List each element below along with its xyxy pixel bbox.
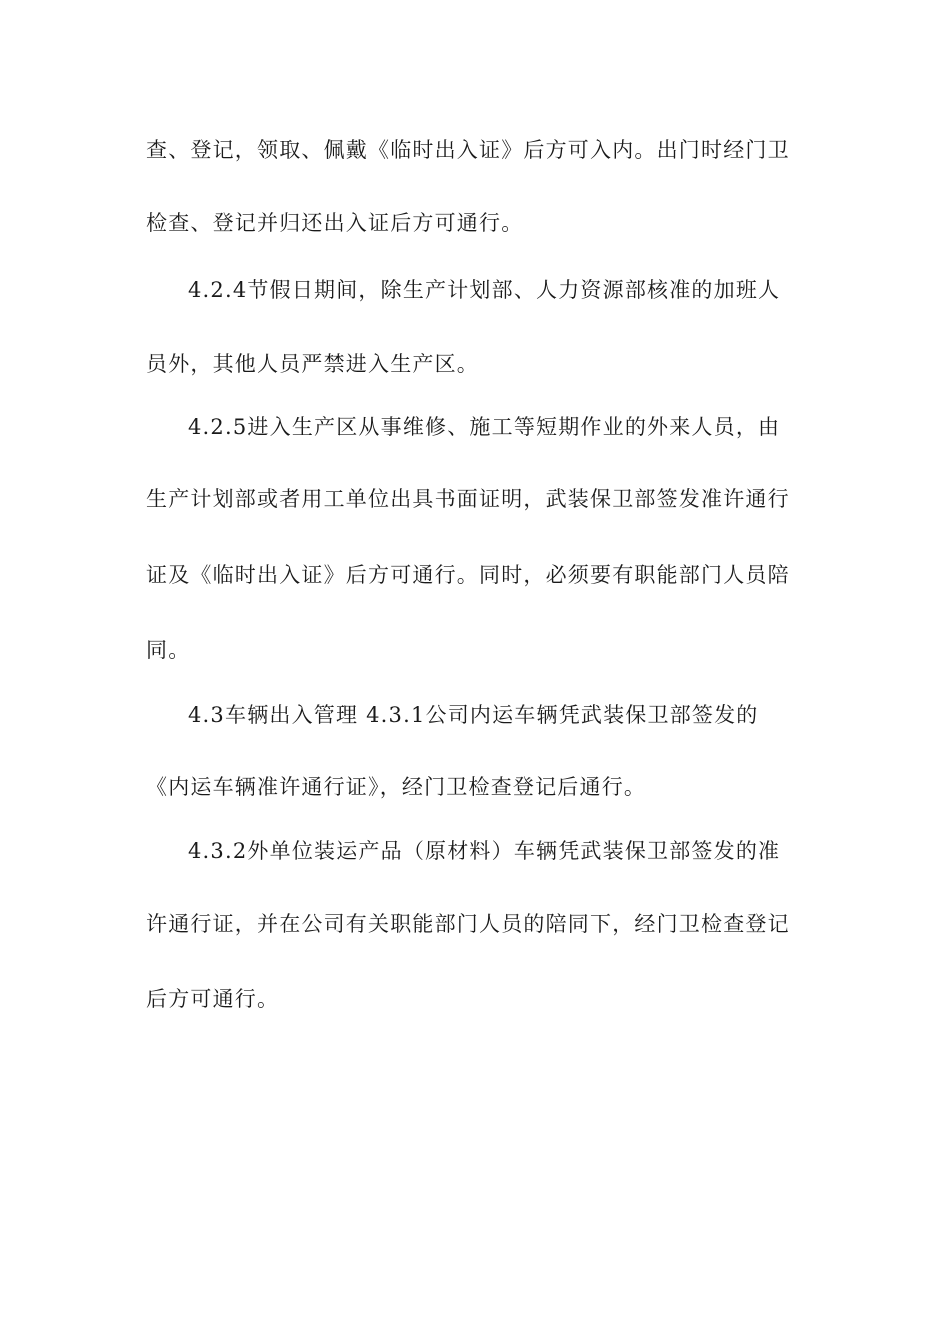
text-line-10: 《内运车辆准许通行证》，经门卫检查登记后通行。 xyxy=(146,775,647,799)
text-line-13: 后方可通行。 xyxy=(146,987,280,1011)
text-line-7: 证及《临时出入证》后方可通行。同时，必须要有职能部门人员陪 xyxy=(146,563,790,587)
text-line-9: 4.3车辆出入管理 4.3.1公司内运车辆凭武装保卫部签发的 xyxy=(188,703,759,727)
text-line-6: 生产计划部或者用工单位出具书面证明，武装保卫部签发准许通行 xyxy=(146,487,790,511)
text-line-2: 检查、登记并归还出入证后方可通行。 xyxy=(146,211,524,235)
text-line-1: 查、登记，领取、佩戴《临时出入证》后方可入内。出门时经门卫 xyxy=(146,138,790,162)
text-line-12: 许通行证，并在公司有关职能部门人员的陪同下，经门卫检查登记 xyxy=(146,912,790,936)
text-line-5: 4.2.5进入生产区从事维修、施工等短期作业的外来人员，由 xyxy=(188,415,781,439)
text-line-3: 4.2.4节假日期间，除生产计划部、人力资源部核准的加班人 xyxy=(188,278,781,302)
text-line-11: 4.3.2外单位装运产品（原材料）车辆凭武装保卫部签发的准 xyxy=(188,839,781,863)
text-line-4: 员外，其他人员严禁进入生产区。 xyxy=(146,352,479,376)
text-line-8: 同。 xyxy=(146,638,191,662)
